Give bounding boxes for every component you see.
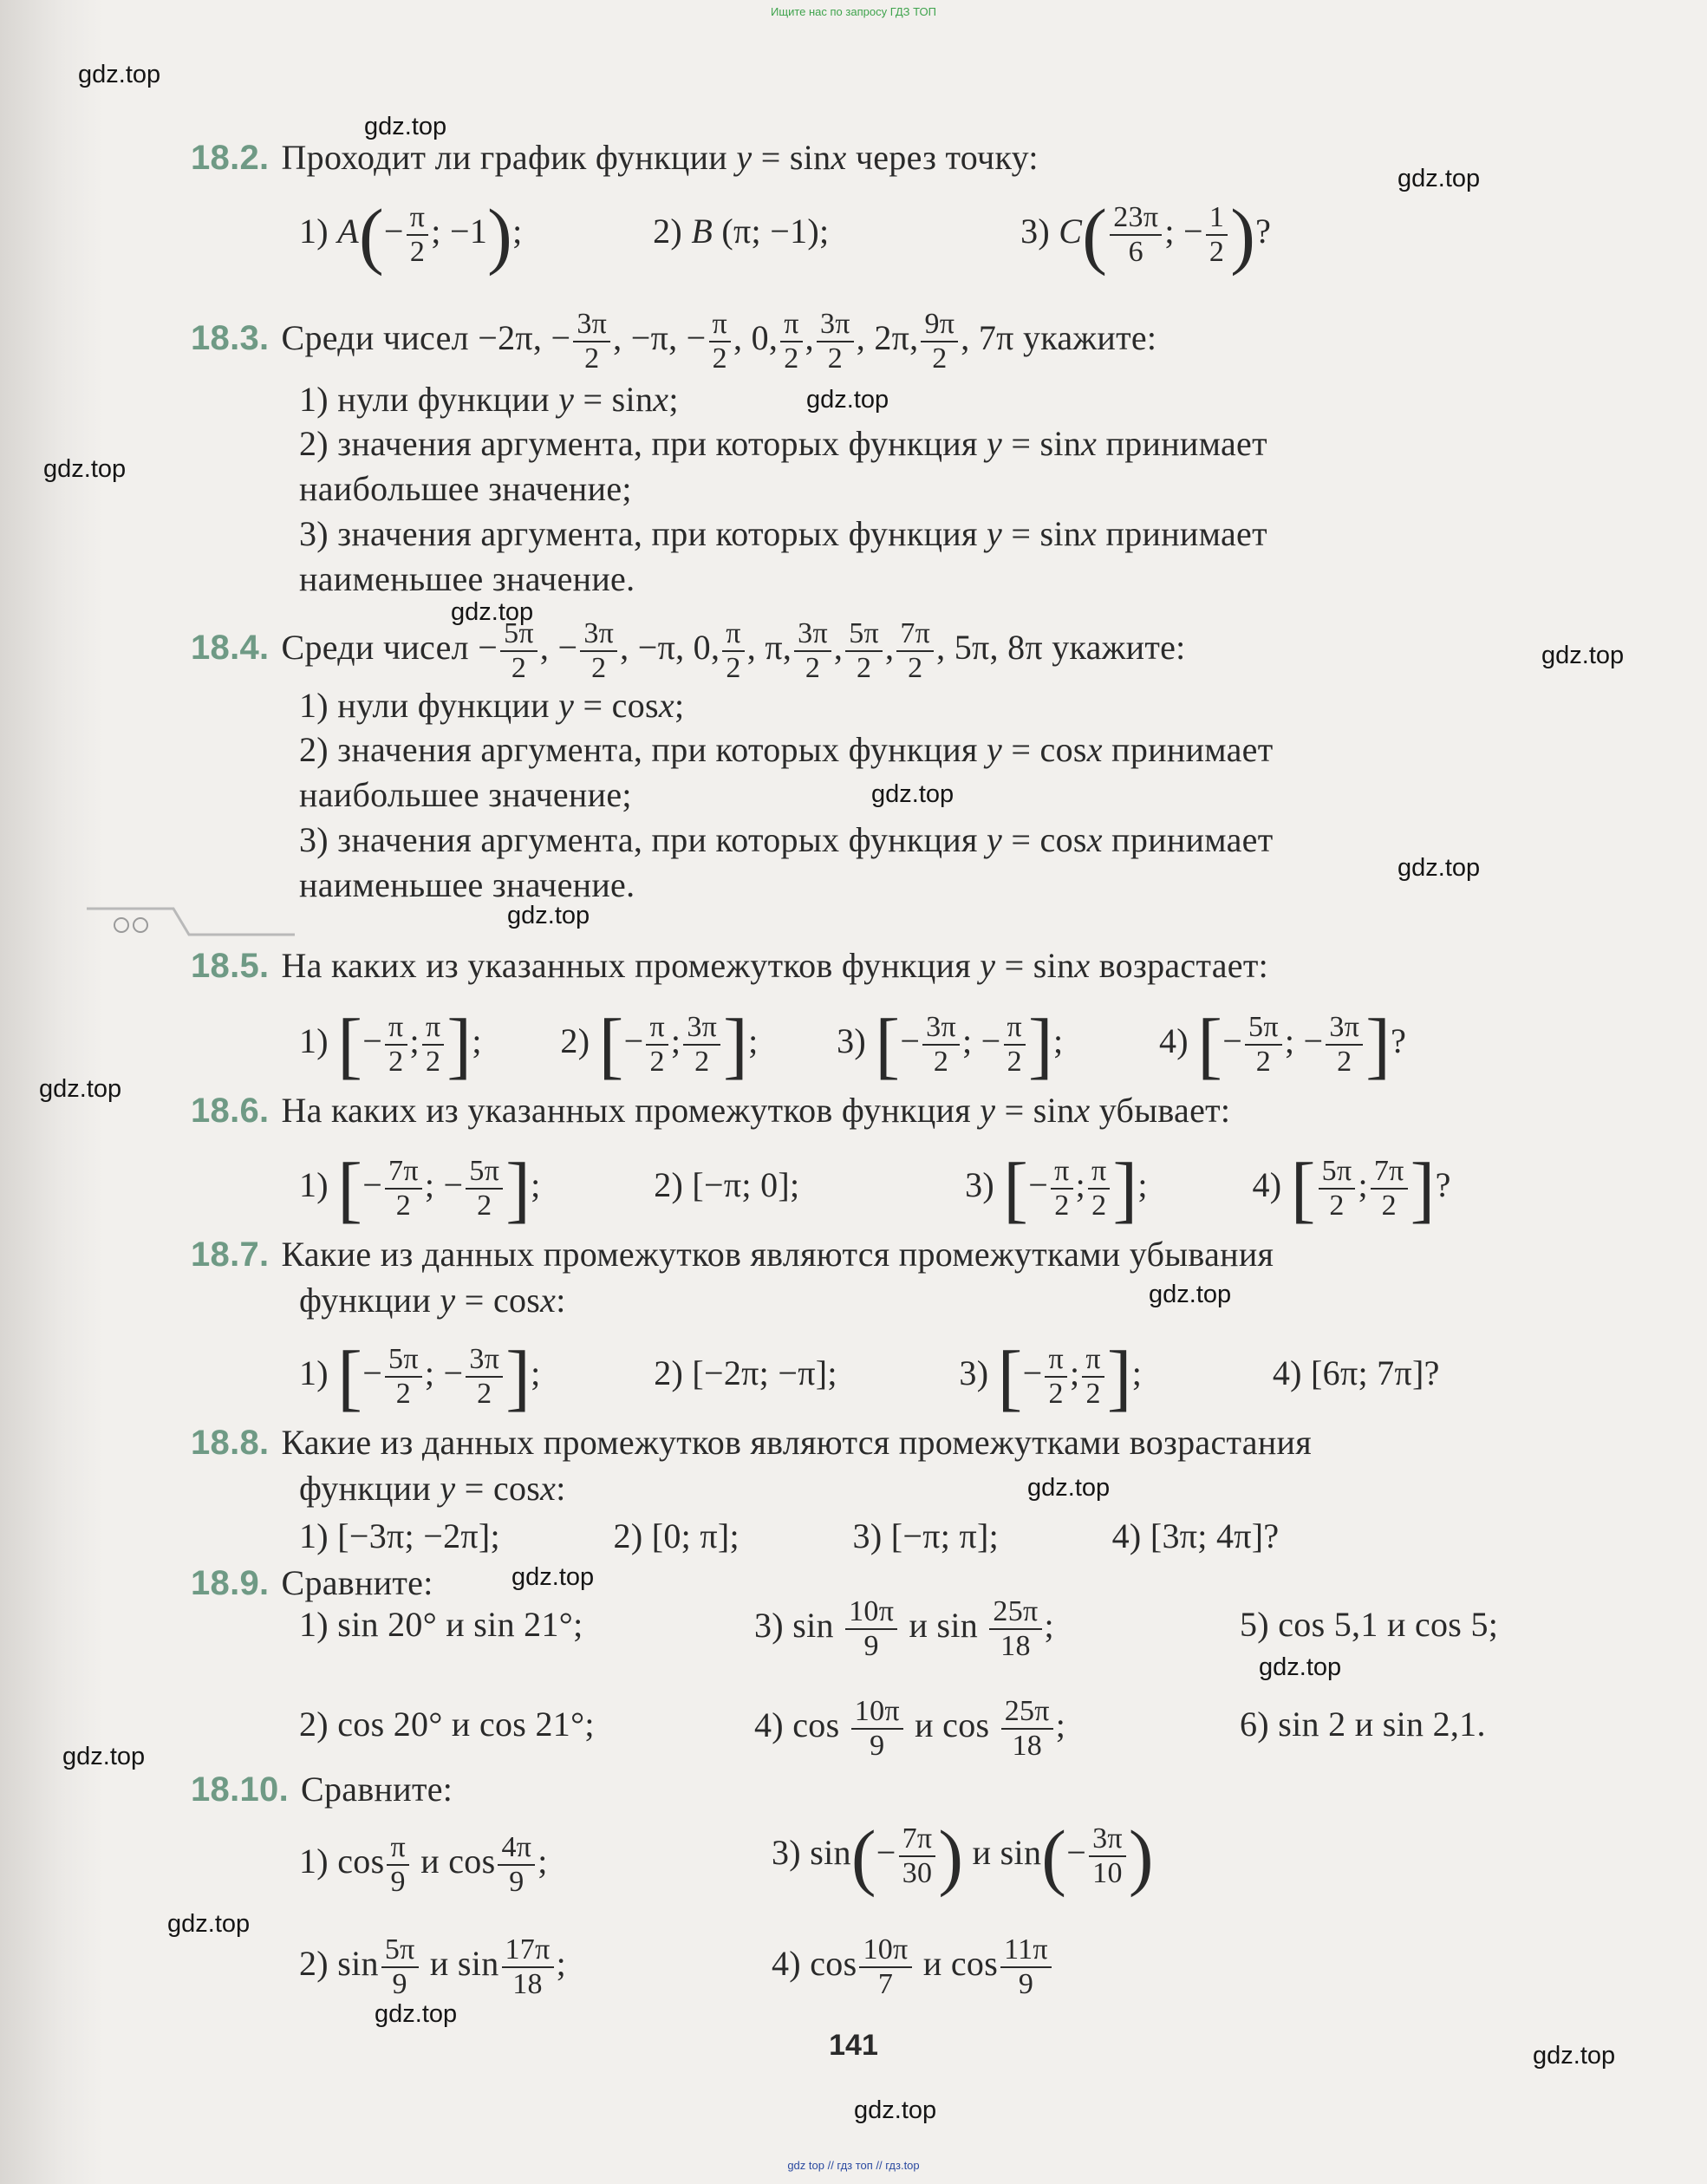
watermark: gdz.top bbox=[511, 1563, 595, 1591]
watermark: gdz.top bbox=[375, 2000, 458, 2028]
watermark: gdz.top bbox=[1027, 1474, 1111, 1502]
watermark: gdz.top bbox=[806, 386, 889, 414]
exercise-18-3-statement: 18.3. Среди чисел −2π, − $\frac{3\pi}{2}$ , −π, − $\frac{\pi}{2}$ , 0, $\frac{\pi}{2}$ , $\frac{3\pi}{2}$ , 2π, $\frac{9\pi}{2}$ , 7π укажите: bbox=[191, 308, 1157, 375]
exercise-18-3-item-3: 3) значения аргумента, при которых функция y = sinx принимает bbox=[299, 514, 1267, 553]
watermark: gdz.top bbox=[167, 1910, 251, 1938]
exercise-18-9-statement: 18.9. Сравните: bbox=[191, 1563, 433, 1602]
watermark: gdz.top bbox=[39, 1075, 122, 1103]
exercise-18-5-options: 1) [− $\frac{\pi}{2}$ ; $\frac{\pi}{2}$ ]; 2) [− $\frac{\pi}{2}$ ; $\frac{3\pi}{2}$ ]; 3) [− $\frac{3\pi}{2}$ ; − $\frac{\pi}{2}$ ]; 4) [− $\frac{5\pi}{2}$ ; − $\frac{3\pi}{2}$ ]? bbox=[299, 1003, 1407, 1086]
watermark: gdz.top bbox=[1259, 1653, 1342, 1681]
watermark: gdz.top bbox=[1149, 1281, 1232, 1308]
watermark: gdz.top bbox=[507, 902, 590, 929]
watermark: gdz.top bbox=[871, 780, 954, 808]
exercise-18-4-statement: 18.4. Среди чисел − $\frac{5\pi}{2}$ , − $\frac{3\pi}{2}$ , −π, 0, $\frac{\pi}{2}$ , π, $\frac{3\pi}{2}$ , $\frac{5\pi}{2}$ , $\frac{7\pi}{2}$ , 5π, 8π укажите: bbox=[191, 617, 1186, 684]
watermark: gdz.top bbox=[451, 598, 534, 626]
exercise-18-2-statement: 18.2. Проходит ли график функции y = sinx через точку: bbox=[191, 138, 1039, 177]
watermark: gdz.top bbox=[1398, 165, 1481, 192]
watermark: gdz.top bbox=[1533, 2042, 1616, 2070]
exercise-18-8-statement: 18.8. Какие из данных промежутков являются промежутками возрастания bbox=[191, 1423, 1312, 1462]
exercise-18-10-statement: 18.10. Сравните: bbox=[191, 1770, 453, 1809]
top-search-note: Ищите нас по запросу ГДЗ ТОП bbox=[771, 5, 936, 18]
exercise-18-10-row-1: 1) cos $\frac{\pi}{9}$ и cos $\frac{4\pi}{9}$ ; 3) sin(− $\frac{7\pi}{30}$ ) и sin(− $\frac{3\pi}{10}$ ) bbox=[299, 1815, 1154, 1898]
section-tab-decoration bbox=[87, 902, 295, 942]
tab-dot-left bbox=[114, 918, 128, 932]
exercise-18-7-statement: 18.7. Какие из данных промежутков являются промежутками убывания bbox=[191, 1235, 1274, 1274]
exercise-18-8-options: 1) [−3π; −2π]; 2) [0; π]; 3) [−π; π]; 4) [3π; 4π]? bbox=[299, 1516, 1280, 1555]
watermark: gdz.top bbox=[1398, 854, 1481, 882]
watermark: gdz.top bbox=[364, 113, 447, 140]
exercise-18-2-options: 1) A(− $\frac{\pi}{2}$ ; −1); 2) B (π; −1); 3) C( $\frac{23\pi}{6}$ ; − $\frac{1}{2}$ )? bbox=[299, 193, 1272, 277]
page-number: 141 bbox=[829, 2029, 878, 2062]
watermark: gdz.top bbox=[854, 2096, 937, 2124]
exercise-18-4-item-1: 1) нули функции y = cosx; bbox=[299, 686, 685, 725]
exercise-18-4-item-3-cont: наименьшее значение. bbox=[299, 865, 635, 904]
exercise-18-4-item-2-cont: наибольшее значение; bbox=[299, 775, 632, 814]
watermark: gdz.top bbox=[78, 61, 161, 88]
exercise-18-7-options: 1) [− $\frac{5\pi}{2}$ ; − $\frac{3\pi}{2}$ ]; 2) [−2π; −π]; 3) [− $\frac{\pi}{2}$ ; $\frac{\pi}{2}$ ]; 4) [6π; 7π]? bbox=[299, 1335, 1440, 1418]
watermark: gdz.top bbox=[43, 455, 127, 483]
exercise-18-7-statement-cont: функции y = cosx: bbox=[299, 1281, 566, 1320]
exercise-18-3-item-3-cont: наименьшее значение. bbox=[299, 559, 635, 598]
exercise-18-8-statement-cont: функции y = cosx: bbox=[299, 1469, 566, 1508]
tab-dot-right bbox=[134, 918, 147, 932]
exercise-18-6-options: 1) [− $\frac{7\pi}{2}$ ; − $\frac{5\pi}{2}$ ]; 2) [−π; 0]; 3) [− $\frac{\pi}{2}$ ; $\frac{\pi}{2}$ ]; 4) [ $\frac{5\pi}{2}$ ; $\frac{7\pi}{2}$ ]? bbox=[299, 1147, 1451, 1230]
exercise-18-10-row-2: 2) sin $\frac{5\pi}{9}$ и sin $\frac{17\pi}{18}$ ; 4) cos $\frac{10\pi}{7}$ и cos $\frac{11\pi}{9}$ bbox=[299, 1933, 1253, 2001]
exercise-18-4-item-3: 3) значения аргумента, при которых функция y = cosx принимает bbox=[299, 820, 1274, 859]
watermark: gdz.top bbox=[1541, 642, 1625, 669]
exercise-18-4-item-2: 2) значения аргумента, при которых функция y = cosx принимает bbox=[299, 730, 1274, 769]
exercise-18-6-statement: 18.6. На каких из указанных промежутков функция y = sinx убывает: bbox=[191, 1091, 1231, 1130]
exercise-18-9-row-2: 2) cos 20° и cos 21°; 4) cos $\frac{10\pi}{9}$ и cos $\frac{25\pi}{18}$ ; 6) sin 2 и sin 2,1. bbox=[299, 1695, 1486, 1762]
watermark: gdz.top bbox=[62, 1743, 146, 1770]
exercise-18-3-item-2: 2) значения аргумента, при которых функция y = sinx принимает bbox=[299, 424, 1267, 463]
exercise-18-9-row-1: 1) sin 20° и sin 21°; 3) sin $\frac{10\pi}{9}$ и sin $\frac{25\pi}{18}$ ; 5) cos 5,1 и cos 5; bbox=[299, 1595, 1499, 1662]
exercise-18-3-item-1: 1) нули функции y = sinx; bbox=[299, 380, 679, 419]
bottom-site-note: gdz top // гдз топ // гдз.top bbox=[787, 2159, 920, 2172]
exercise-18-3-item-2-cont: наибольшее значение; bbox=[299, 469, 632, 508]
exercise-18-5-statement: 18.5. На каких из указанных промежутков функция y = sinx возрастает: bbox=[191, 946, 1269, 985]
